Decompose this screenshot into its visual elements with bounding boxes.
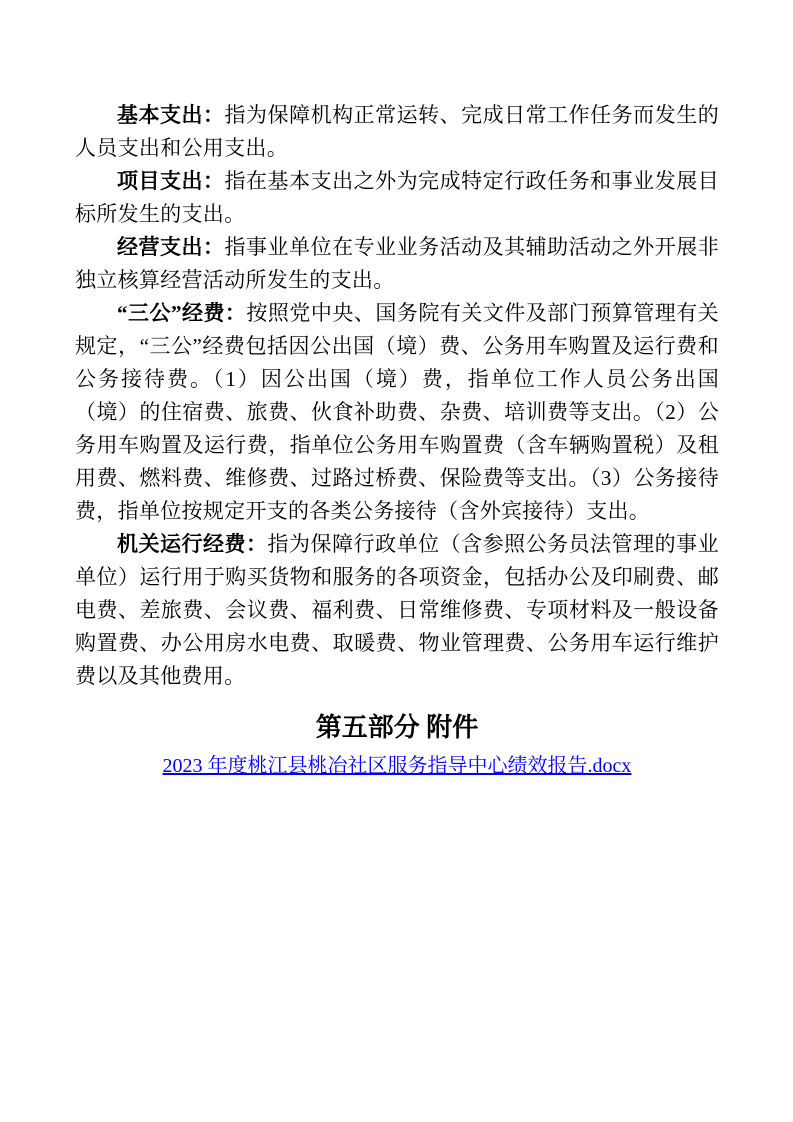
term-label: 机关运行经费： [117,532,268,556]
paragraph-project-expenditure [75,165,719,231]
paragraph-agency-operating-funds [75,528,719,693]
term-label: “三公”经费： [117,301,247,325]
term-definition: 指在基本支出之外为完成特定行政任务和事业发展目标所发生的支出。 [75,169,720,226]
term-definition: 按照党中央、国务院有关文件及部门预算管理有关规定，“三公”经费包括因公出国（境）费、公务用车购置及运行费和公务接待费。（1）因公出国（境）费，指单位工作人员公务出国（境）的住宿费、旅费、伙食补助费、杂费、培训费等支出。（2）公务用车购置及运行费，指单位公务用车购置费（含车辆购置税）及租用费、燃料费、维修费、过路过桥费、保险费等支出。（3）公务接待费，指单位按规定开支的各类公务接待（含外宾接待）支出。 [75,301,719,523]
term-definition: 指事业单位在专业业务活动及其辅助活动之外开展非独立核算经营活动所发生的支出。 [75,235,720,292]
attachment-link[interactable]: 2023 年度桃江县桃冶社区服务指导中心绩效报告.docx [162,755,632,777]
paragraph-basic-expenditure [75,99,719,165]
paragraph-operating-expenditure [75,231,719,297]
term-definition: 指为保障机构正常运转、完成日常工作任务而发生的人员支出和公用支出。 [75,103,720,160]
paragraph-three-public-funds [75,297,719,528]
section-heading: 第五部分 附件 [315,713,479,742]
term-label: 项目支出： [117,169,225,193]
term-label: 经营支出： [117,235,225,259]
term-label: 基本支出： [117,103,225,127]
attachment-row [75,751,719,781]
term-definition: 指为保障行政单位（含参照公务员法管理的事业单位）运行用于购买货物和服务的各项资金，包括办公及印刷费、邮电费、差旅费、会议费、福利费、日常维修费、专项材料及一般设备购置费、办公用房水电费、取暖费、物业管理费、公务用车运行维护费以及其他费用。 [75,532,719,688]
